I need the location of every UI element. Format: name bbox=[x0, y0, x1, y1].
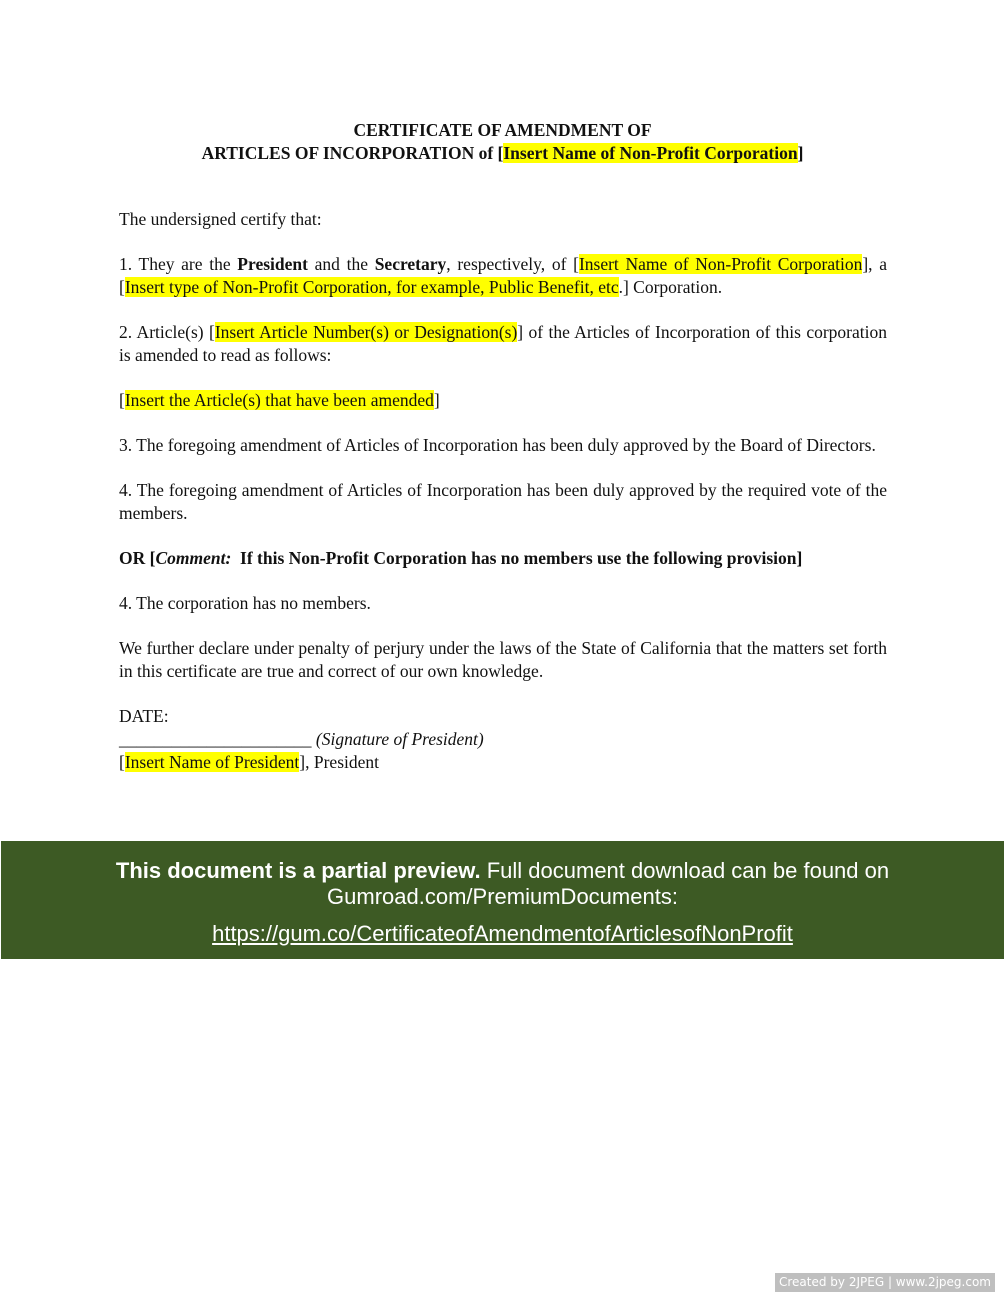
banner-message bbox=[1, 858, 1004, 910]
title-line-2 bbox=[0, 142, 1005, 165]
p3-text-b: ] bbox=[433, 390, 440, 410]
p2-article-number-placeholder: Insert Article Number(s) or Designation(s) bbox=[214, 322, 518, 342]
p1-corp-type-placeholder: Insert type of Non-Profit Corporation, for example, Public Benefit, etc bbox=[124, 277, 619, 297]
p1-text-b: and the bbox=[307, 254, 375, 274]
p3-amended-articles-placeholder: Insert the Article(s) that have been amended bbox=[124, 390, 434, 410]
document-body bbox=[119, 208, 887, 774]
p2-text-b: ] of the Articles of Incorporation of this corporation is amended to read as follows: bbox=[119, 322, 888, 365]
banner-line-1 bbox=[1, 858, 1004, 884]
title-corp-name-placeholder: Insert Name of Non-Profit Corporation bbox=[503, 143, 798, 163]
paragraph-6 bbox=[119, 547, 887, 570]
p1-secretary: Secretary bbox=[374, 254, 447, 274]
signature-caption: (Signature of President) bbox=[315, 729, 484, 749]
name-suffix: ], President bbox=[299, 752, 380, 772]
watermark-badge: Created by 2JPEG | www.2jpeg.com bbox=[775, 1273, 995, 1292]
p1-text-d: ], a [ bbox=[119, 254, 887, 297]
paragraph-4: 3. The foregoing amendment of Articles of Incorporation has been duly approved by the Board of Directors. bbox=[119, 435, 876, 455]
signature-row bbox=[119, 728, 887, 751]
president-name-placeholder: Insert Name of President bbox=[124, 752, 300, 772]
paragraph-8: We further declare under penalty of perjury under the laws of the State of California that the matters set forth in this certificate are true and correct of our own knowledge. bbox=[119, 638, 887, 681]
paragraph-1 bbox=[119, 253, 887, 299]
p2-text-a: 2. Article(s) [ bbox=[119, 322, 215, 342]
banner-line-2: Gumroad.com/PremiumDocuments: bbox=[327, 884, 678, 909]
paragraph-7: 4. The corporation has no members. bbox=[119, 593, 371, 613]
paragraph-5: 4. The foregoing amendment of Articles of Incorporation has been duly approved by the required vote of the members. bbox=[119, 480, 887, 523]
paragraph-2 bbox=[119, 321, 887, 367]
signature-line: ______________________ bbox=[119, 729, 312, 749]
title-line-2-prefix: ARTICLES OF INCORPORATION of [ bbox=[201, 143, 504, 163]
document-title bbox=[0, 119, 1005, 165]
paragraph-3 bbox=[119, 389, 887, 412]
p1-corp-name-placeholder: Insert Name of Non-Profit Corporation bbox=[578, 254, 863, 274]
intro-paragraph: The undersigned certify that: bbox=[119, 209, 322, 229]
p6-text-a: OR [ bbox=[119, 548, 156, 568]
p1-text-a: 1. They are the bbox=[119, 254, 238, 274]
preview-banner bbox=[1, 841, 1004, 959]
title-line-2-suffix: ] bbox=[797, 143, 804, 163]
banner-rest-text: Full document download can be found on bbox=[480, 858, 890, 883]
banner-bold-text: This document is a partial preview. bbox=[115, 858, 481, 883]
title-line-1: CERTIFICATE OF AMENDMENT OF bbox=[353, 120, 652, 140]
name-prefix: [ bbox=[119, 752, 125, 772]
p6-text-b: If this Non-Profit Corporation has no members use the following provision] bbox=[231, 548, 803, 568]
p1-text-c: , respectively, of [ bbox=[446, 254, 579, 274]
p1-text-e: .] Corporation. bbox=[618, 277, 723, 297]
date-label: DATE: bbox=[119, 706, 169, 726]
p1-president: President bbox=[237, 254, 308, 274]
banner-download-link[interactable]: https://gum.co/CertificateofAmendmentofArticlesofNonProfit bbox=[212, 921, 793, 946]
president-name-row bbox=[119, 751, 887, 774]
p3-text-a: [ bbox=[119, 390, 125, 410]
p6-comment-label: Comment: bbox=[155, 548, 232, 568]
